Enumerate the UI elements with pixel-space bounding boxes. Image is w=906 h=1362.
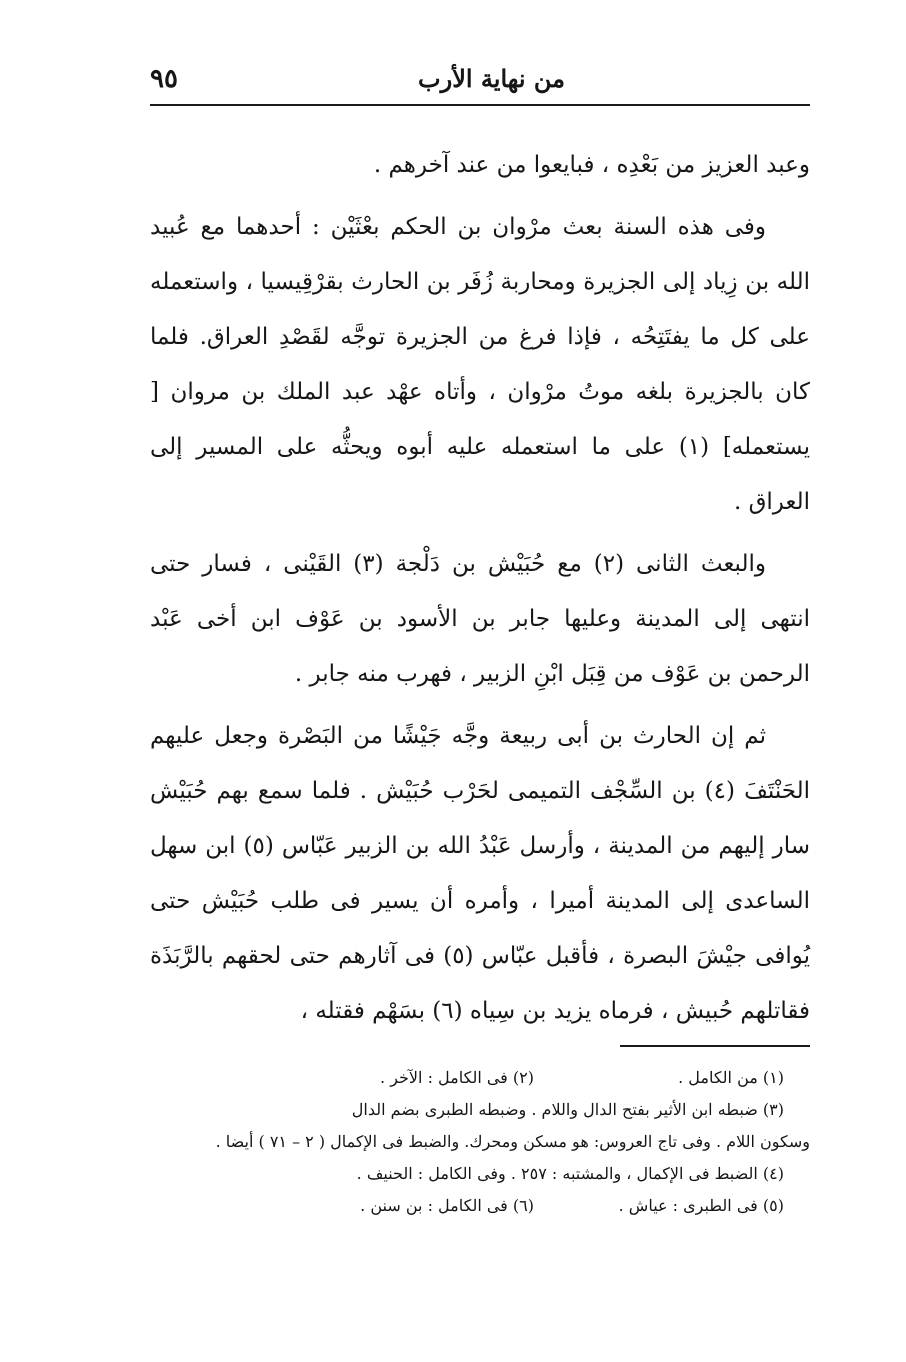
footnote-6: (٦) فى الكامل : بن سنن . (360, 1196, 534, 1215)
footnote-5: (٥) فى الطبرى : عياش . (618, 1196, 784, 1215)
running-title: من نهاية الأرب (418, 64, 565, 93)
page-header (150, 58, 810, 104)
footnote-2: (٢) فى الكامل : الآخر . (380, 1068, 534, 1087)
paragraph-4: ثم إن الحارث بن أبى ربيعة وجَّه جَيْشًا من البَصْرة وجعل عليهم الحَنْتَفَ (٤) بن السِّجْف التميمى لحَرْب حُبَيْش . فلما سمع بهم حُبَيْش سار إليهم من المدينة ، وأرسل عَبْدُ الله بن الزبير عَبّاس (٥) ابن سهل الساعدى إلى المدينة أميرا ، وأمره أن يسير فى طلب حُبَيْش حتى يُوافى جيْشَ البصرة ، فأقبل عبّاس (٥) فى آثارهم حتى لحقهم بالرَّبَذَة فقاتلهم حُبيش ، فرماه يزيد بن سِياه (٦) بسَهْم فقتله ، (150, 723, 811, 1024)
header-rule (150, 104, 810, 106)
footnote-row-4 (150, 1158, 810, 1190)
footnote-3-line-2: وسكون اللام . وفى تاج العروس: هو مسكن ومحرك. والضبط فى الإكمال ( ٢ – ٧١ ) أيضا . (215, 1132, 810, 1151)
main-text (150, 138, 810, 1046)
footnote-3-line-1: (٣) ضبطه ابن الأثير بفتح الدال واللام . وضبطه الطبرى بضم الدال (351, 1100, 784, 1119)
footnote-row-5 (150, 1190, 810, 1222)
footnote-3 (150, 1094, 810, 1158)
footnote-4: (٤) الضبط فى الإكمال ، والمشتبه : ٢٥٧ . وفى الكامل : الحنيف . (356, 1164, 784, 1183)
footnote-1: (١) من الكامل . (678, 1068, 784, 1087)
paragraph-3: والبعث الثانى (٢) مع حُبَيْش بن دَلْجة (٣) القَيْنى ، فسار حتى انتهى إلى المدينة وعليها جابر بن الأسود بن عَوْف ابن أخى عَبْد الرحمن بن عَوْف من قِبَل ابْنِ الزبير ، فهرب منه جابر . (150, 551, 810, 687)
footnote-rule (620, 1045, 810, 1047)
paragraph-2: وفى هذه السنة بعث مرْوان بن الحكم بعْثَيْن : أحدهما مع عُبيد الله بن زِياد إلى الجزيرة ومحاربة زُفَر بن الحارث بقرْقِيسيا ، واستعمله على كل ما يفتَتِحُه ، فإذا فرغ من الجزيرة توجَّه لقَصْدِ العراق. فلما كان بالجزيرة بلغه موتُ مرْوان ، وأتاه عهْد عبد الملك بن مروان [ يستعمله] (١) على ما استعمله عليه أبوه ويحثُّه على المسير إلى العراق . (150, 214, 810, 515)
page-number: ٩٥ (150, 64, 178, 94)
footnote-row-1 (150, 1062, 810, 1094)
paragraph-1: وعبد العزيز من بَعْدِه ، فبايعوا من عند آخرهم . (373, 152, 810, 178)
footnotes (150, 1062, 810, 1222)
